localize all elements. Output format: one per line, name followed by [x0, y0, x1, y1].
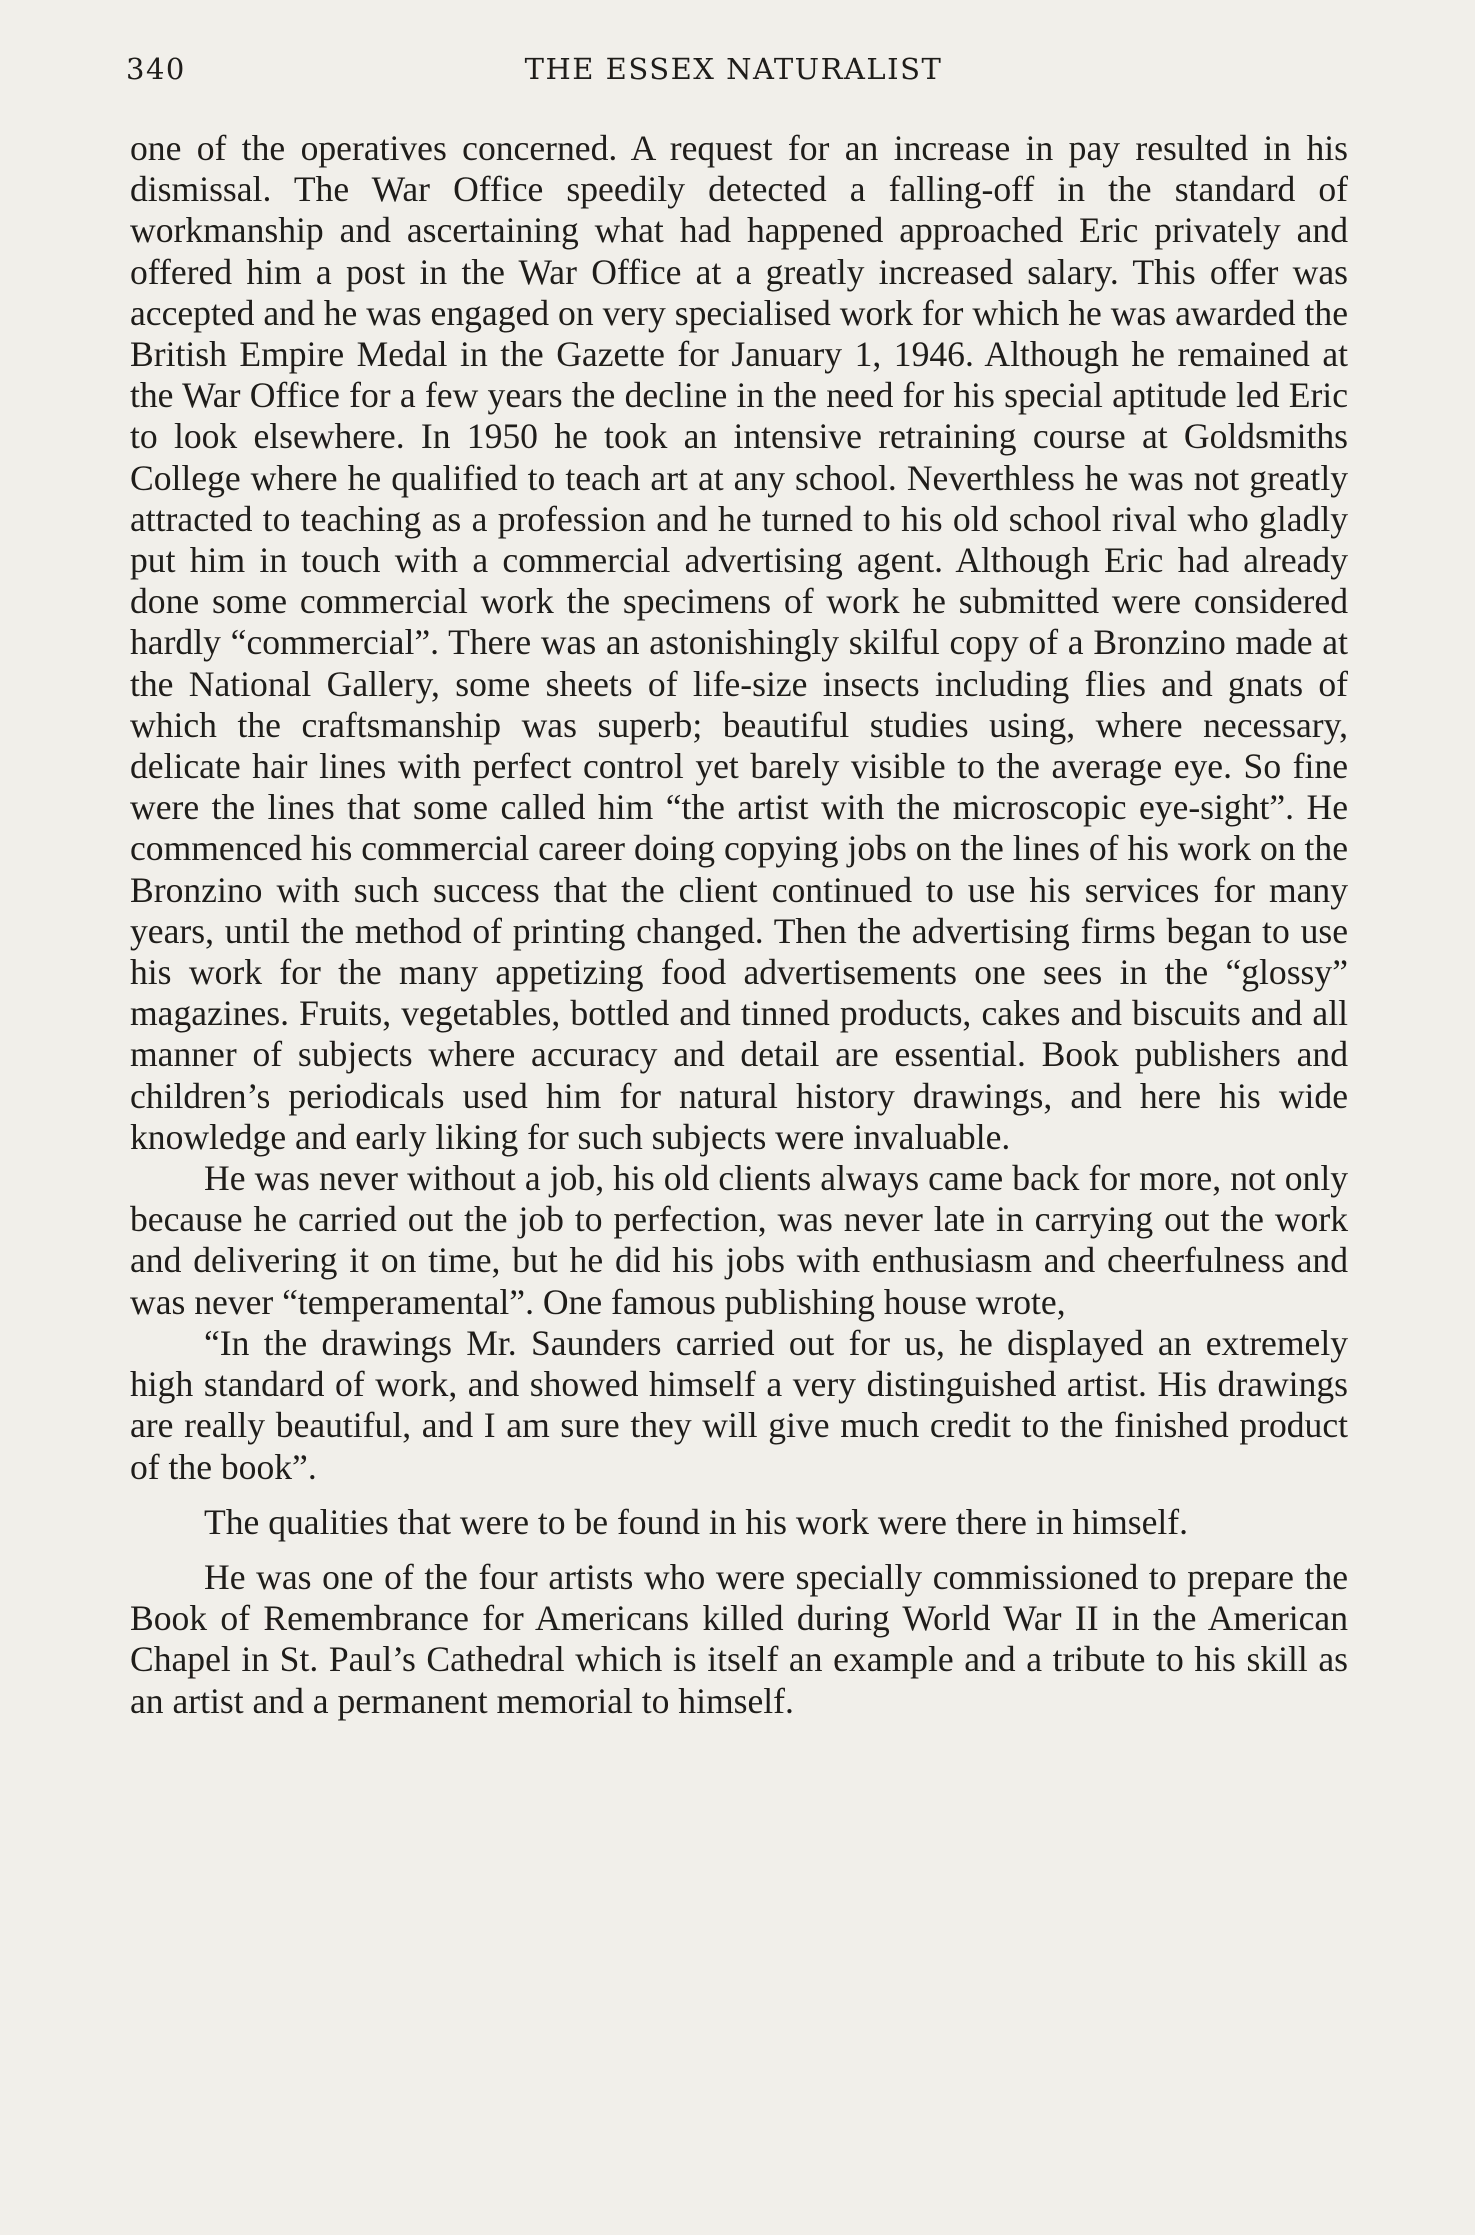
journal-title: THE ESSEX NATURALIST — [524, 52, 943, 86]
page-number: 340 — [126, 52, 186, 86]
article-body — [130, 128, 1348, 1722]
running-head — [126, 52, 1341, 92]
paragraph: He was one of the four artists who were specially commissioned to prepare the Book of Remembrance for Americans killed during World War II in the American Chapel in St. Paul’s Cathedral which is itself an example and a tribute to his skill as an artist and a permanent memorial to himself. — [130, 1556, 1348, 1721]
paragraph: The qualities that were to be found in his work were there in himself. — [204, 1501, 1189, 1542]
quotation-paragraph: “In the drawings Mr. Saunders carried out for us, he displayed an extremely high standard of work, and showed himself a very distinguished artist. His drawings are really beautiful, and I am sure they will give much credit to the finished product of the book”. — [130, 1322, 1348, 1487]
paragraph-continued: one of the operatives concerned. A request for an increase in pay resulted in his dismissal. The War Office speedily detected a falling-off in the standard of workmanship and ascertaining what had happened approached Eric privately and offered him a post in the War Office at a greatly increased salary. This offer was accepted and he was engaged on very specialised work for which he was awarded the British Empire Medal in the Gazette for January 1, 1946. Although he remained at the War Office for a few years the decline in the need for his special aptitude led Eric to look elsewhere. In 1950 he took an intensive retraining course at Goldsmiths College where he qualified to teach art at any school. Neverthless he was not greatly attracted to teaching as a profession and he turned to his old school rival who gladly put him in touch with a commercial advertising agent. Although Eric had already done some commercial work the specimens of work he submitted were considered hardly “commercial”. There was an astonishingly skilful copy of a Bronzino made at the National Gallery, some sheets of life-size insects including flies and gnats of which the craftsmanship was superb; beautiful studies using, where necessary, delicate hair lines with perfect control yet barely visible to the average eye. So fine were the lines that some called him “the artist with the microscopic eye-sight”. He commenced his commercial career doing copying jobs on the lines of his work on the Bronzino with such success that the client continued to use his services for many years, until the method of printing changed. Then the advertising firms began to use his work for the many appetizing food advertisements one sees in the “glossy” magazines. Fruits, vegetables, bottled and tinned products, cakes and biscuits and all manner of subjects where accuracy and detail are essential. Book publishers and children’s periodicals used him for natural history drawings, and here his wide knowledge and early liking for such subjects were invaluable. — [130, 128, 1348, 1157]
paragraph: He was never without a job, his old clients always came back for more, not only because he carried out the job to perfection, was never late in carrying out the work and delivering it on time, but he did his jobs with enthusiasm and cheerfulness and was never “temperamental”. One famous publishing house wrote, — [130, 1158, 1348, 1322]
